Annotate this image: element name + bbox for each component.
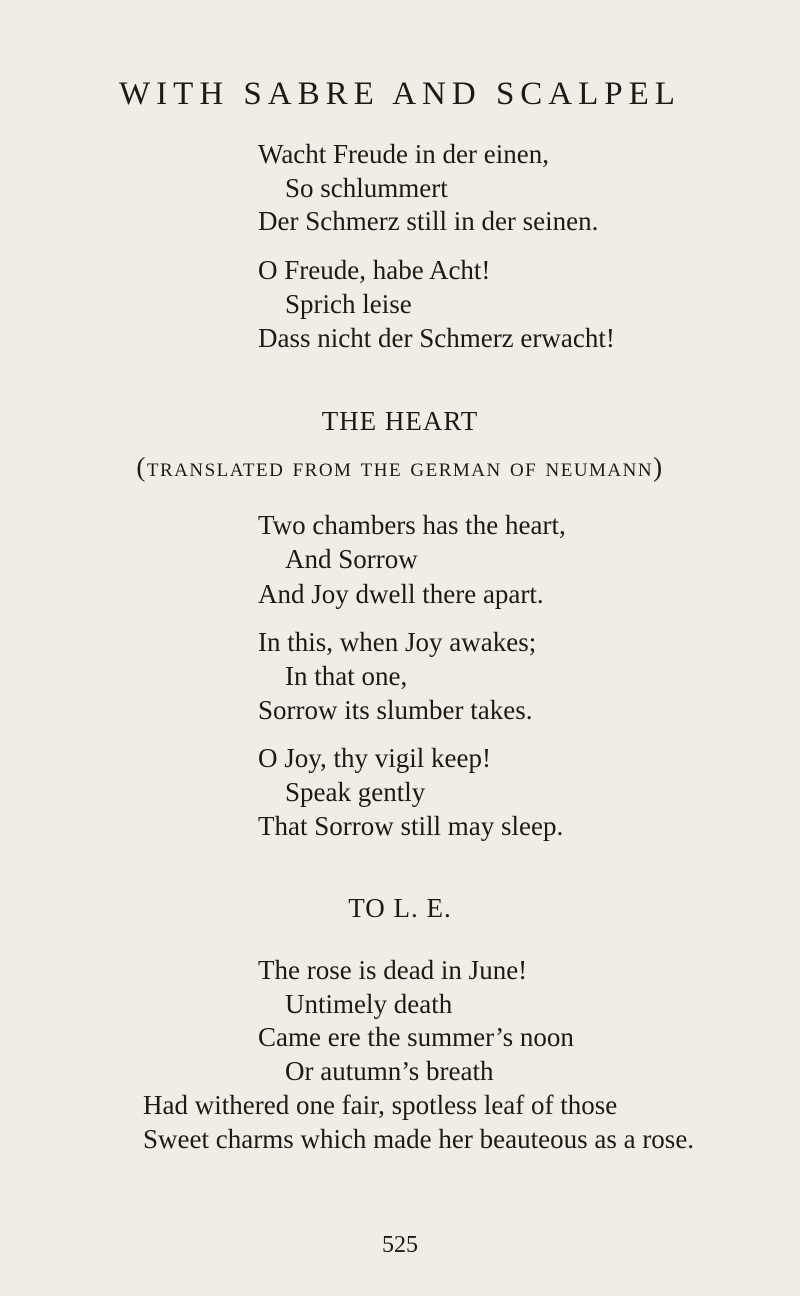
verse-line: O Joy, thy vigil keep! [258,743,491,773]
verse-line: And Sorrow [285,544,418,574]
verse-line: Untimely death [285,989,453,1019]
page-number: 525 [382,1232,418,1258]
verse-line: The rose is dead in June! [258,955,528,985]
verse-line: Wacht Freude in der einen, [258,139,549,169]
poem-title: THE HEART [321,406,479,436]
verse-line: Or autumn’s breath [285,1056,494,1086]
verse-line: Two chambers has the heart, [258,510,566,540]
verse-line: Sprich leise [285,289,412,319]
poem-title: TO L. E. [348,893,452,923]
verse-line: And Joy dwell there apart. [258,579,544,609]
verse-line: Speak gently [285,777,426,807]
verse-line: Dass nicht der Schmerz erwacht! [258,323,615,353]
verse-line: Had withered one fair, spotless leaf of those [143,1090,618,1120]
poem-subtitle: (translated from the german of neumann) [136,452,664,482]
verse-line: Sorrow its slumber takes. [258,695,533,725]
verse-line: In that one, [285,661,408,691]
verse-line: Came ere the summer’s noon [258,1022,574,1052]
verse-line: That Sorrow still may sleep. [258,811,564,841]
verse-line: In this, when Joy awakes; [258,627,537,657]
verse-line: So schlummert [285,173,448,203]
verse-line: Der Schmerz still in der seinen. [258,206,599,236]
verse-line: O Freude, habe Acht! [258,255,491,285]
running-head: WITH SABRE AND SCALPEL [119,76,681,112]
verse-line: Sweet charms which made her beauteous as a rose. [143,1124,695,1154]
